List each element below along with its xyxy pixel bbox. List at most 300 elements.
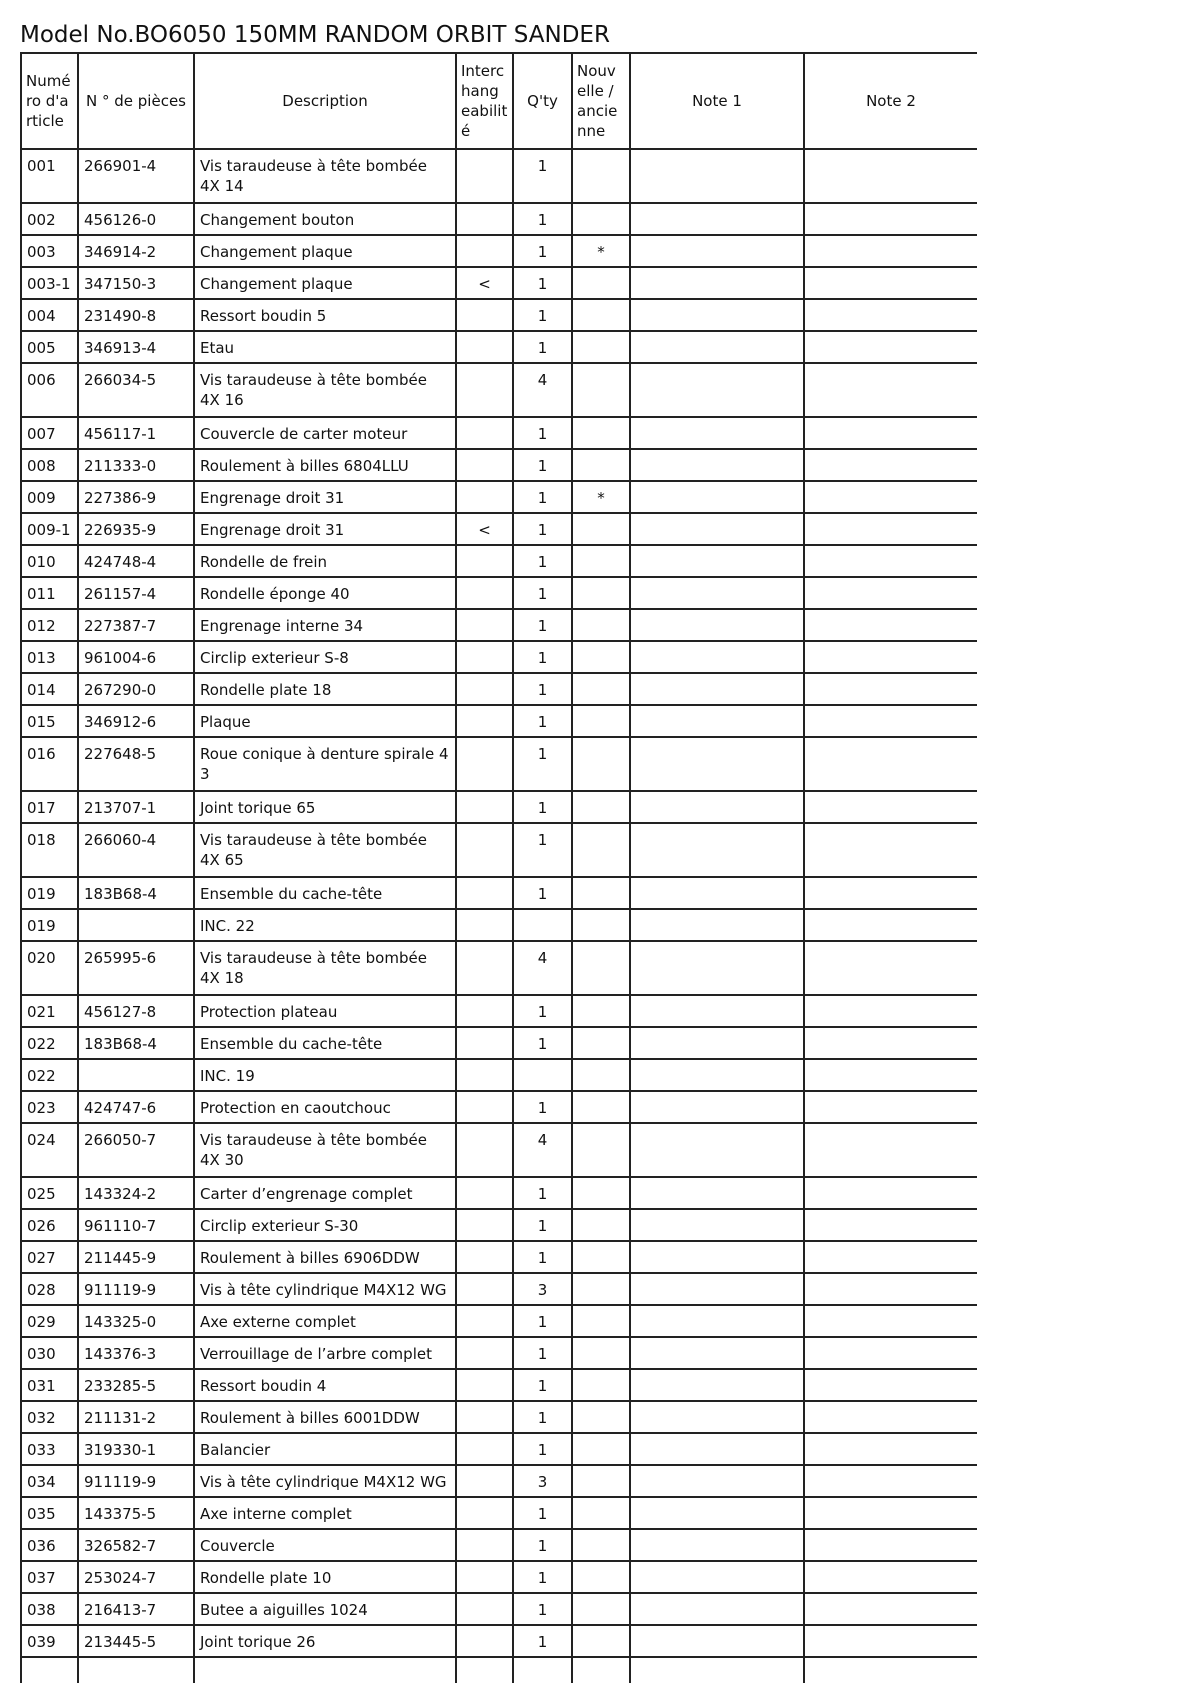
description-cell: Vis taraudeuse à tête bombée 4X 16: [194, 363, 456, 417]
table-row: [21, 941, 977, 995]
description-cell: Joint torique 65: [194, 791, 456, 823]
quantity-cell: 1: [513, 235, 572, 267]
quantity-cell: 1: [513, 823, 572, 877]
note-1-cell: [630, 1059, 804, 1091]
part-number-cell: 266050-7: [78, 1123, 194, 1177]
interchangeability-cell: [456, 331, 513, 363]
description-cell: Changement plaque: [194, 235, 456, 267]
note-2-cell: [804, 909, 977, 941]
interchangeability-cell: [456, 609, 513, 641]
note-1-cell: [630, 149, 804, 203]
table-row: [21, 1337, 977, 1369]
note-1-cell: [630, 1369, 804, 1401]
interchangeability-cell: [456, 1561, 513, 1593]
note-2-cell: [804, 299, 977, 331]
description-cell: Vis taraudeuse à tête bombée 4X 65: [194, 823, 456, 877]
table-row: [21, 203, 977, 235]
header-note-2: Note 2: [804, 53, 977, 149]
note-2-cell: [804, 1209, 977, 1241]
note-2-cell: [804, 1337, 977, 1369]
new-old-cell: [572, 1433, 630, 1465]
new-old-cell: [572, 1337, 630, 1369]
table-row: [21, 299, 977, 331]
part-number-cell: 456127-8: [78, 995, 194, 1027]
new-old-cell: [572, 299, 630, 331]
item-number-cell: 012: [21, 609, 78, 641]
item-number-cell: 032: [21, 1401, 78, 1433]
part-number-cell: 266060-4: [78, 823, 194, 877]
part-number-cell: 143324-2: [78, 1177, 194, 1209]
interchangeability-cell: [456, 203, 513, 235]
description-cell: Axe externe complet: [194, 1305, 456, 1337]
item-number-cell: 028: [21, 1273, 78, 1305]
part-number-cell: 211333-0: [78, 449, 194, 481]
empty-cell: [21, 1657, 78, 1683]
quantity-cell: 1: [513, 1401, 572, 1433]
part-number-cell: 346913-4: [78, 331, 194, 363]
quantity-cell: 1: [513, 545, 572, 577]
item-number-cell: 033: [21, 1433, 78, 1465]
empty-cell: [630, 1657, 804, 1683]
table-row: [21, 877, 977, 909]
description-cell: INC. 22: [194, 909, 456, 941]
part-number-cell: 227387-7: [78, 609, 194, 641]
description-cell: Etau: [194, 331, 456, 363]
item-number-cell: 001: [21, 149, 78, 203]
new-old-cell: [572, 909, 630, 941]
table-row: [21, 1465, 977, 1497]
quantity-cell: 4: [513, 363, 572, 417]
interchangeability-cell: [456, 1465, 513, 1497]
description-cell: Vis taraudeuse à tête bombée 4X 30: [194, 1123, 456, 1177]
table-row: [21, 995, 977, 1027]
note-2-cell: [804, 331, 977, 363]
table-row: [21, 705, 977, 737]
part-number-cell: [78, 1059, 194, 1091]
note-2-cell: [804, 1305, 977, 1337]
description-cell: Protection plateau: [194, 995, 456, 1027]
note-1-cell: [630, 1465, 804, 1497]
new-old-cell: [572, 823, 630, 877]
description-cell: Plaque: [194, 705, 456, 737]
quantity-cell: 1: [513, 737, 572, 791]
quantity-cell: 1: [513, 1337, 572, 1369]
interchangeability-cell: [456, 737, 513, 791]
new-old-cell: [572, 1241, 630, 1273]
new-old-cell: [572, 877, 630, 909]
note-2-cell: [804, 823, 977, 877]
note-1-cell: [630, 823, 804, 877]
table-row-cutoff: [21, 1657, 977, 1683]
part-number-cell: 216413-7: [78, 1593, 194, 1625]
header-item-number: Numé ro d'a rticle: [21, 53, 78, 149]
description-cell: Rondelle plate 18: [194, 673, 456, 705]
new-old-cell: [572, 545, 630, 577]
interchangeability-cell: [456, 1401, 513, 1433]
new-old-cell: [572, 1497, 630, 1529]
header-new-old: Nouv elle / ancie nne: [572, 53, 630, 149]
description-cell: Roue conique à denture spirale 4 3: [194, 737, 456, 791]
item-number-cell: 016: [21, 737, 78, 791]
item-number-cell: 009-1: [21, 513, 78, 545]
header-note-1: Note 1: [630, 53, 804, 149]
quantity-cell: 1: [513, 577, 572, 609]
note-2-cell: [804, 417, 977, 449]
note-2-cell: [804, 609, 977, 641]
new-old-cell: [572, 941, 630, 995]
interchangeability-cell: [456, 235, 513, 267]
parts-table: [20, 52, 977, 1683]
part-number-cell: 227648-5: [78, 737, 194, 791]
quantity-cell: 1: [513, 641, 572, 673]
item-number-cell: 021: [21, 995, 78, 1027]
part-number-cell: 456117-1: [78, 417, 194, 449]
note-2-cell: [804, 941, 977, 995]
note-2-cell: [804, 1497, 977, 1529]
quantity-cell: 1: [513, 705, 572, 737]
note-1-cell: [630, 1241, 804, 1273]
table-row: [21, 673, 977, 705]
note-1-cell: [630, 203, 804, 235]
new-old-cell: [572, 641, 630, 673]
part-number-cell: 226935-9: [78, 513, 194, 545]
quantity-cell: [513, 1059, 572, 1091]
new-old-cell: [572, 1529, 630, 1561]
item-number-cell: 019: [21, 909, 78, 941]
interchangeability-cell: [456, 1369, 513, 1401]
table-row: [21, 1059, 977, 1091]
part-number-cell: 261157-4: [78, 577, 194, 609]
note-1-cell: [630, 1177, 804, 1209]
interchangeability-cell: [456, 791, 513, 823]
part-number-cell: 213445-5: [78, 1625, 194, 1657]
table-row: [21, 1433, 977, 1465]
new-old-cell: [572, 673, 630, 705]
item-number-cell: 023: [21, 1091, 78, 1123]
note-2-cell: [804, 877, 977, 909]
note-1-cell: [630, 1273, 804, 1305]
description-cell: Changement plaque: [194, 267, 456, 299]
quantity-cell: 1: [513, 513, 572, 545]
interchangeability-cell: [456, 1091, 513, 1123]
note-2-cell: [804, 1465, 977, 1497]
table-row: [21, 909, 977, 941]
interchangeability-cell: <: [456, 513, 513, 545]
quantity-cell: [513, 909, 572, 941]
note-2-cell: [804, 1401, 977, 1433]
new-old-cell: [572, 791, 630, 823]
interchangeability-cell: [456, 1059, 513, 1091]
table-row: [21, 481, 977, 513]
item-number-cell: 011: [21, 577, 78, 609]
description-cell: Roulement à billes 6906DDW: [194, 1241, 456, 1273]
new-old-cell: [572, 1027, 630, 1059]
note-1-cell: [630, 1529, 804, 1561]
table-row: [21, 449, 977, 481]
new-old-cell: *: [572, 235, 630, 267]
table-row: [21, 417, 977, 449]
description-cell: Engrenage droit 31: [194, 481, 456, 513]
new-old-cell: [572, 1123, 630, 1177]
table-row: [21, 1241, 977, 1273]
note-2-cell: [804, 1561, 977, 1593]
new-old-cell: [572, 1625, 630, 1657]
table-row: [21, 1305, 977, 1337]
quantity-cell: 1: [513, 791, 572, 823]
item-number-cell: 026: [21, 1209, 78, 1241]
quantity-cell: 1: [513, 877, 572, 909]
note-2-cell: [804, 1369, 977, 1401]
table-row: [21, 267, 977, 299]
note-2-cell: [804, 1177, 977, 1209]
part-number-cell: 346914-2: [78, 235, 194, 267]
header-row: [21, 53, 977, 149]
note-1-cell: [630, 1561, 804, 1593]
quantity-cell: 1: [513, 267, 572, 299]
part-number-cell: 143325-0: [78, 1305, 194, 1337]
quantity-cell: 1: [513, 331, 572, 363]
description-cell: Vis taraudeuse à tête bombée 4X 18: [194, 941, 456, 995]
part-number-cell: 233285-5: [78, 1369, 194, 1401]
description-cell: Ensemble du cache-tête: [194, 877, 456, 909]
new-old-cell: [572, 149, 630, 203]
new-old-cell: [572, 513, 630, 545]
note-1-cell: [630, 363, 804, 417]
part-number-cell: 183B68-4: [78, 877, 194, 909]
quantity-cell: 1: [513, 1497, 572, 1529]
description-cell: Joint torique 26: [194, 1625, 456, 1657]
note-2-cell: [804, 481, 977, 513]
interchangeability-cell: [456, 1529, 513, 1561]
quantity-cell: 1: [513, 1561, 572, 1593]
quantity-cell: 1: [513, 449, 572, 481]
part-number-cell: 265995-6: [78, 941, 194, 995]
quantity-cell: 1: [513, 1625, 572, 1657]
note-2-cell: [804, 577, 977, 609]
new-old-cell: [572, 1091, 630, 1123]
quantity-cell: 1: [513, 609, 572, 641]
part-number-cell: 266034-5: [78, 363, 194, 417]
interchangeability-cell: [456, 1593, 513, 1625]
note-2-cell: [804, 641, 977, 673]
interchangeability-cell: [456, 1209, 513, 1241]
description-cell: Vis taraudeuse à tête bombée 4X 14: [194, 149, 456, 203]
note-1-cell: [630, 1337, 804, 1369]
description-cell: Ressort boudin 4: [194, 1369, 456, 1401]
interchangeability-cell: [456, 149, 513, 203]
interchangeability-cell: [456, 995, 513, 1027]
item-number-cell: 017: [21, 791, 78, 823]
table-row: [21, 545, 977, 577]
table-row: [21, 1529, 977, 1561]
new-old-cell: [572, 449, 630, 481]
header-part-number: N ° de pièces: [78, 53, 194, 149]
note-2-cell: [804, 1433, 977, 1465]
interchangeability-cell: [456, 1625, 513, 1657]
interchangeability-cell: [456, 1241, 513, 1273]
new-old-cell: [572, 1209, 630, 1241]
item-number-cell: 018: [21, 823, 78, 877]
table-row: [21, 1625, 977, 1657]
item-number-cell: 004: [21, 299, 78, 331]
note-2-cell: [804, 1059, 977, 1091]
table-row: [21, 1273, 977, 1305]
table-row: [21, 641, 977, 673]
description-cell: Carter d’engrenage complet: [194, 1177, 456, 1209]
note-2-cell: [804, 363, 977, 417]
table-row: [21, 513, 977, 545]
part-number-cell: 346912-6: [78, 705, 194, 737]
note-1-cell: [630, 1123, 804, 1177]
part-number-cell: 456126-0: [78, 203, 194, 235]
note-1-cell: [630, 577, 804, 609]
interchangeability-cell: [456, 417, 513, 449]
part-number-cell: 961110-7: [78, 1209, 194, 1241]
quantity-cell: 3: [513, 1273, 572, 1305]
description-cell: Rondelle de frein: [194, 545, 456, 577]
interchangeability-cell: [456, 673, 513, 705]
new-old-cell: [572, 1401, 630, 1433]
note-1-cell: [630, 513, 804, 545]
interchangeability-cell: [456, 1123, 513, 1177]
empty-cell: [513, 1657, 572, 1683]
note-2-cell: [804, 705, 977, 737]
interchangeability-cell: <: [456, 267, 513, 299]
note-1-cell: [630, 1625, 804, 1657]
item-number-cell: 019: [21, 877, 78, 909]
item-number-cell: 008: [21, 449, 78, 481]
quantity-cell: 1: [513, 995, 572, 1027]
interchangeability-cell: [456, 1273, 513, 1305]
table-row: [21, 1497, 977, 1529]
part-number-cell: 911119-9: [78, 1465, 194, 1497]
item-number-cell: 024: [21, 1123, 78, 1177]
note-2-cell: [804, 673, 977, 705]
empty-cell: [194, 1657, 456, 1683]
note-2-cell: [804, 513, 977, 545]
item-number-cell: 010: [21, 545, 78, 577]
note-2-cell: [804, 1593, 977, 1625]
part-number-cell: 253024-7: [78, 1561, 194, 1593]
item-number-cell: 036: [21, 1529, 78, 1561]
table-row: [21, 823, 977, 877]
empty-cell: [456, 1657, 513, 1683]
item-number-cell: 022: [21, 1027, 78, 1059]
part-number-cell: 961004-6: [78, 641, 194, 673]
item-number-cell: 022: [21, 1059, 78, 1091]
description-cell: Vis à tête cylindrique M4X12 WG: [194, 1465, 456, 1497]
description-cell: Circlip exterieur S-30: [194, 1209, 456, 1241]
item-number-cell: 005: [21, 331, 78, 363]
description-cell: Engrenage droit 31: [194, 513, 456, 545]
note-1-cell: [630, 705, 804, 737]
table-row: [21, 1177, 977, 1209]
note-2-cell: [804, 267, 977, 299]
new-old-cell: [572, 203, 630, 235]
part-number-cell: [78, 909, 194, 941]
description-cell: Engrenage interne 34: [194, 609, 456, 641]
note-1-cell: [630, 609, 804, 641]
note-2-cell: [804, 235, 977, 267]
interchangeability-cell: [456, 449, 513, 481]
description-cell: Rondelle plate 10: [194, 1561, 456, 1593]
header-quantity: Q'ty: [513, 53, 572, 149]
quantity-cell: 1: [513, 203, 572, 235]
quantity-cell: 1: [513, 1027, 572, 1059]
part-number-cell: 143375-5: [78, 1497, 194, 1529]
note-1-cell: [630, 481, 804, 513]
quantity-cell: 1: [513, 417, 572, 449]
table-row: [21, 1561, 977, 1593]
quantity-cell: 1: [513, 1241, 572, 1273]
item-number-cell: 002: [21, 203, 78, 235]
note-2-cell: [804, 995, 977, 1027]
new-old-cell: [572, 1593, 630, 1625]
item-number-cell: 015: [21, 705, 78, 737]
description-cell: Changement bouton: [194, 203, 456, 235]
item-number-cell: 009: [21, 481, 78, 513]
table-row: [21, 1091, 977, 1123]
new-old-cell: [572, 267, 630, 299]
interchangeability-cell: [456, 299, 513, 331]
item-number-cell: 035: [21, 1497, 78, 1529]
note-2-cell: [804, 449, 977, 481]
item-number-cell: 037: [21, 1561, 78, 1593]
quantity-cell: 1: [513, 299, 572, 331]
interchangeability-cell: [456, 1497, 513, 1529]
quantity-cell: 1: [513, 149, 572, 203]
item-number-cell: 014: [21, 673, 78, 705]
quantity-cell: 1: [513, 1593, 572, 1625]
empty-cell: [804, 1657, 977, 1683]
description-cell: Balancier: [194, 1433, 456, 1465]
description-cell: Vis à tête cylindrique M4X12 WG: [194, 1273, 456, 1305]
note-1-cell: [630, 331, 804, 363]
part-number-cell: 227386-9: [78, 481, 194, 513]
table-row: [21, 331, 977, 363]
note-2-cell: [804, 203, 977, 235]
new-old-cell: [572, 1059, 630, 1091]
item-number-cell: 031: [21, 1369, 78, 1401]
part-number-cell: 424747-6: [78, 1091, 194, 1123]
part-number-cell: 143376-3: [78, 1337, 194, 1369]
table-row: [21, 737, 977, 791]
note-1-cell: [630, 1209, 804, 1241]
note-1-cell: [630, 877, 804, 909]
interchangeability-cell: [456, 1433, 513, 1465]
new-old-cell: [572, 1465, 630, 1497]
table-row: [21, 1593, 977, 1625]
header-interchangeability: Interc hang eabilit é: [456, 53, 513, 149]
description-cell: Axe interne complet: [194, 1497, 456, 1529]
new-old-cell: [572, 609, 630, 641]
quantity-cell: 3: [513, 1465, 572, 1497]
new-old-cell: [572, 995, 630, 1027]
description-cell: Couvercle de carter moteur: [194, 417, 456, 449]
interchangeability-cell: [456, 641, 513, 673]
item-number-cell: 030: [21, 1337, 78, 1369]
part-number-cell: 211131-2: [78, 1401, 194, 1433]
item-number-cell: 025: [21, 1177, 78, 1209]
note-1-cell: [630, 1401, 804, 1433]
quantity-cell: 1: [513, 481, 572, 513]
interchangeability-cell: [456, 363, 513, 417]
note-2-cell: [804, 791, 977, 823]
quantity-cell: 1: [513, 1091, 572, 1123]
new-old-cell: [572, 417, 630, 449]
note-1-cell: [630, 449, 804, 481]
table-row: [21, 1369, 977, 1401]
